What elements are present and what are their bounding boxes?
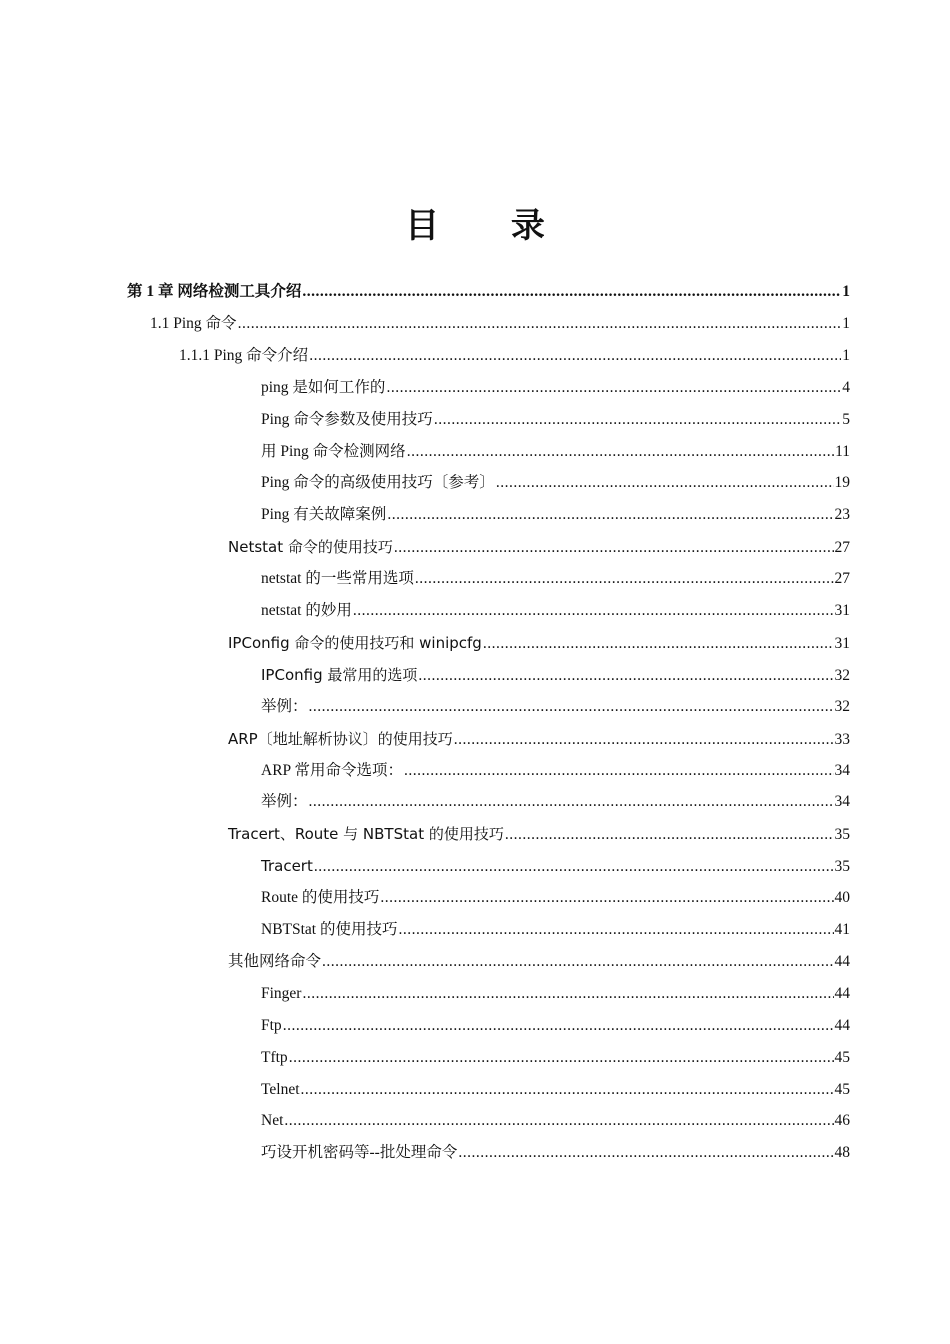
toc-entry-label: 1.1.1 Ping 命令介绍 xyxy=(179,346,309,364)
toc-entry[interactable] xyxy=(261,978,850,1010)
toc-leader-dots xyxy=(353,595,834,627)
toc-leader-dots xyxy=(415,563,834,595)
toc-entry[interactable] xyxy=(261,691,850,723)
toc-leader-dots xyxy=(399,914,834,946)
toc-entry[interactable] xyxy=(228,531,850,563)
toc-entry-label: Ping 命令的高级使用技巧〔参考〕 xyxy=(261,474,495,492)
toc-entry-label: Net xyxy=(261,1112,284,1130)
toc-entry-page: 5 xyxy=(842,410,850,428)
toc-entry[interactable] xyxy=(261,850,850,882)
toc-entry-page: 44 xyxy=(834,984,850,1002)
toc-entry-page: 34 xyxy=(834,793,850,811)
toc-entry-page: 35 xyxy=(834,858,850,876)
toc-leader-dots xyxy=(289,1042,834,1074)
toc-leader-dots xyxy=(483,628,834,660)
toc-entry-page: 33 xyxy=(834,730,850,748)
toc-entry-label: Route 的使用技巧 xyxy=(261,889,380,907)
toc-leader-dots xyxy=(322,946,833,978)
toc-entry-page: 4 xyxy=(842,378,850,396)
toc-leader-dots xyxy=(380,882,833,914)
toc-entry-label: Tracert xyxy=(261,857,313,876)
toc-entry[interactable] xyxy=(261,499,850,531)
toc-entry-label: Ping 有关故障案例 xyxy=(261,506,387,524)
toc-entry[interactable] xyxy=(261,882,850,914)
toc-entry-page: 27 xyxy=(834,570,850,588)
toc-leader-dots xyxy=(309,340,841,372)
toc-entry-label: 举例： xyxy=(261,793,308,811)
toc-entry-page: 32 xyxy=(834,697,850,715)
toc-entry-label: ARP〔地址解析协议〕的使用技巧 xyxy=(228,729,453,748)
toc-leader-dots xyxy=(407,436,834,468)
toc-entry-label: 用 Ping 命令检测网络 xyxy=(261,442,406,460)
toc-entry-page: 40 xyxy=(834,889,850,907)
toc-entry[interactable] xyxy=(261,659,850,691)
toc-entry-page: 35 xyxy=(834,826,850,844)
toc-leader-dots xyxy=(314,851,834,883)
toc-entry[interactable] xyxy=(261,786,850,818)
toc-entry[interactable] xyxy=(150,308,850,340)
toc-entry-page: 27 xyxy=(834,539,850,557)
toc-leader-dots xyxy=(309,691,834,723)
toc-leader-dots xyxy=(496,467,834,499)
toc-entry[interactable] xyxy=(261,1042,850,1074)
toc-entry-label: netstat 的妙用 xyxy=(261,602,352,619)
toc-entry[interactable] xyxy=(261,1105,850,1137)
toc-entry-page: 23 xyxy=(834,506,850,524)
toc-entry[interactable] xyxy=(261,467,850,499)
toc-leader-dots xyxy=(418,660,833,692)
toc-entry-label: Tftp xyxy=(261,1048,288,1066)
toc-entry-page: 1 xyxy=(842,283,850,300)
toc-entry-page: 34 xyxy=(834,761,850,779)
toc-leader-dots xyxy=(505,819,834,851)
toc-leader-dots xyxy=(394,532,834,564)
toc-leader-dots xyxy=(302,978,833,1010)
toc-entry-page: 45 xyxy=(834,1048,850,1066)
toc-entry-page: 44 xyxy=(834,1016,850,1034)
toc-entry-label: 其他网络命令 xyxy=(228,952,322,970)
toc-entry[interactable] xyxy=(228,627,850,659)
toc-entry-page: 32 xyxy=(834,666,850,684)
toc-entry-label: Ftp xyxy=(261,1016,282,1034)
toc-entry[interactable] xyxy=(261,755,850,787)
toc-entry-label: IPConfig 命令的使用技巧和 winipcfg xyxy=(228,633,482,652)
toc-entry-label: 巧设开机密码等--批处理命令 xyxy=(261,1144,458,1162)
toc-title: 目 录 xyxy=(405,206,575,246)
toc-entry-page: 46 xyxy=(834,1112,850,1130)
toc-entry[interactable] xyxy=(261,436,850,468)
toc-entry[interactable] xyxy=(261,563,850,595)
toc-entry[interactable] xyxy=(261,1074,850,1106)
toc-entry-page: 11 xyxy=(835,442,850,460)
toc-entry-label: 举例： xyxy=(261,697,308,715)
toc-entry-page: 1 xyxy=(842,314,850,332)
toc-leader-dots xyxy=(302,276,841,308)
toc-entry-page: 31 xyxy=(834,634,850,652)
toc-entry[interactable] xyxy=(228,946,850,978)
toc-leader-dots xyxy=(434,404,841,436)
toc-entry-label: NBTStat 的使用技巧 xyxy=(261,921,398,938)
toc-entry[interactable] xyxy=(179,340,850,372)
toc-leader-dots xyxy=(301,1074,834,1106)
toc-entry-label: Netstat 命令的使用技巧 xyxy=(228,538,393,557)
toc-entry-label: Ping 命令参数及使用技巧 xyxy=(261,410,433,428)
toc-entry[interactable] xyxy=(228,723,850,755)
toc-entry-label: netstat 的一些常用选项 xyxy=(261,570,414,588)
toc-entry[interactable] xyxy=(228,818,850,850)
toc-entry[interactable] xyxy=(127,276,850,308)
toc-entry-label: Finger xyxy=(261,984,302,1002)
toc-entry-label: 第 1 章 网络检测工具介绍 xyxy=(127,283,302,300)
toc-leader-dots xyxy=(238,308,842,340)
toc-entry-page: 48 xyxy=(834,1144,850,1162)
toc-leader-dots xyxy=(309,786,834,818)
toc-entry-label: ping 是如何工作的 xyxy=(261,378,386,396)
toc-leader-dots xyxy=(458,1137,833,1169)
toc-entry-label: ARP 常用命令选项： xyxy=(261,761,403,779)
toc-entry[interactable] xyxy=(261,372,850,404)
toc-entry[interactable] xyxy=(261,595,850,627)
toc-entry-label: 1.1 Ping 命令 xyxy=(150,314,237,332)
toc-entry-page: 44 xyxy=(834,952,850,970)
toc-entry-page: 31 xyxy=(834,602,850,619)
toc-entry[interactable] xyxy=(261,404,850,436)
toc-entry-label: Telnet xyxy=(261,1080,300,1098)
toc-leader-dots xyxy=(386,372,841,404)
toc-leader-dots xyxy=(387,499,833,531)
toc-entry-page: 1 xyxy=(842,346,850,364)
toc-entry-label: IPConfig 最常用的选项 xyxy=(261,665,418,684)
toc-leader-dots xyxy=(284,1105,833,1137)
toc-entry-page: 41 xyxy=(834,921,850,938)
toc-leader-dots xyxy=(283,1010,834,1042)
toc-entry[interactable] xyxy=(261,1137,850,1169)
toc-entry[interactable] xyxy=(261,914,850,946)
toc-leader-dots xyxy=(404,755,834,787)
toc-leader-dots xyxy=(454,724,834,756)
toc-entry-page: 45 xyxy=(834,1080,850,1098)
toc-entry-page: 19 xyxy=(834,474,850,492)
toc-entry[interactable] xyxy=(261,1010,850,1042)
toc-entry-label: Tracert、Route 与 NBTStat 的使用技巧 xyxy=(228,825,504,844)
